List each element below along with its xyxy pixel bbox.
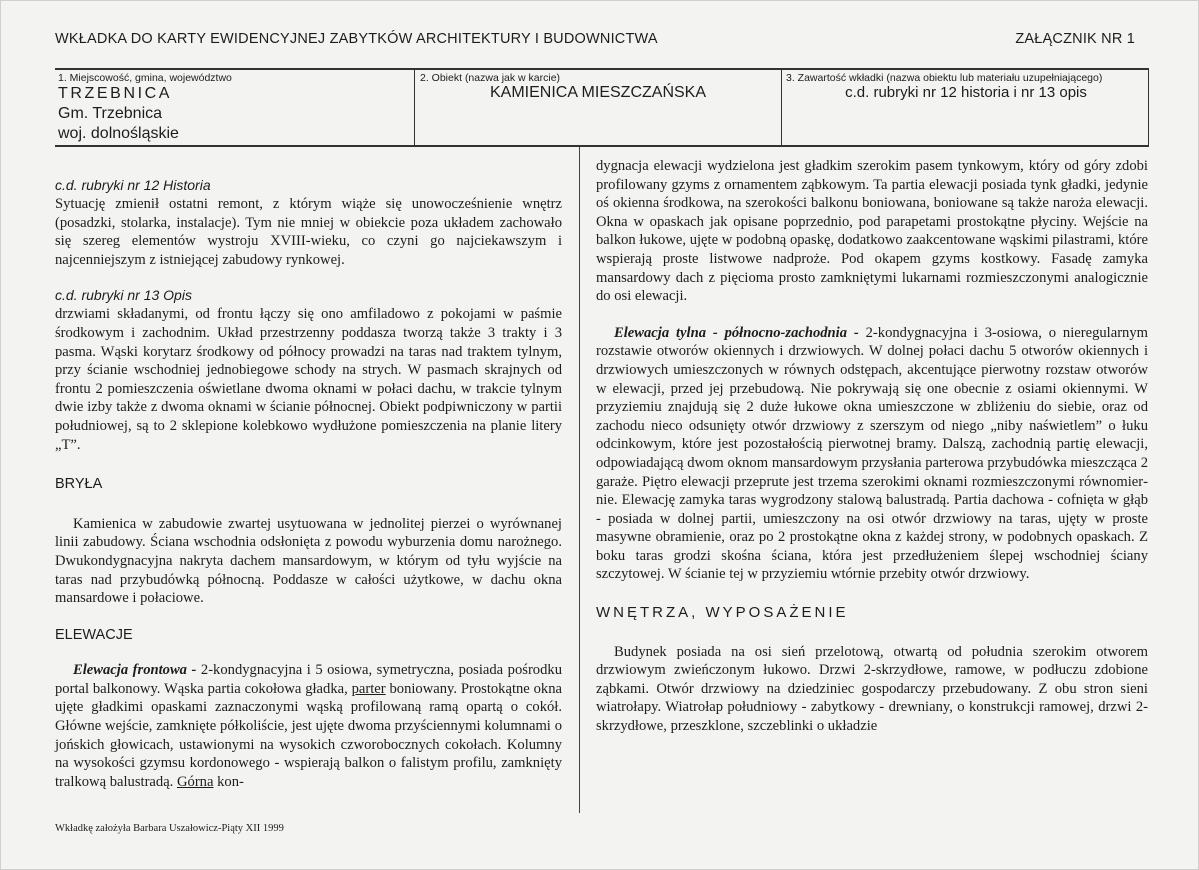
description-text: drzwiami składanymi, od frontu łączy się ono amfiladowo z pokojami w paśmie środkowym i zachodnim. Układ przestrzenny poddasza tworzą także 3 trakty i 3 pasma. Wąski korytarz środkowy od północy prowadzi na taras nad traktem tylnym, przy ścianie wschodniej jednobiegowe schody na strych. W pasmach skrajnych od frontu 2 pomieszczenia oświetlane dwoma oknami w połaci dachu, w trakcie tylnym dwie izby także z dwoma oknami w ścianie północnej. Obiekt podpiwniczony w partii południowej, są to 2 sklepione kolebkowo wydłużone pomieszczenia na planie litery „T”.	[55, 306, 562, 453]
form-title: WKŁADKA DO KARTY EWIDENCYJNEJ ZABYTKÓW ARCHITEKTURY I BUDOWNICTWA	[55, 31, 658, 47]
author-footer: Wkładkę założyła Barbara Uszałowicz-Piąty XII 1999	[55, 823, 284, 834]
object-label: 2. Obiekt (nazwa jak w karcie)	[420, 72, 561, 84]
front-elevation-part-c: kon-	[213, 773, 244, 790]
front-elevation-text	[55, 661, 562, 791]
contents-label: 3. Zawartość wkładki (nazwa obiektu lub materiału uzupełniającego)	[786, 72, 1103, 84]
interiors-heading: WNĘTRZA, WYPOSAŻENIE	[596, 604, 849, 622]
bryla-text: Kamienica w zabudowie zwartej usytuowana w jednolitej pierzei o wyrównanej linii zabudowy. Ściana wschodnia odsłonięta z powodu wyburzenia domu narożnego. Dwukondygnacyjna nakryta dachem mansardowym, w którym od tyłu wyjście na taras nad przybudówką północną. Poddasze w całości użytkowe, w dachu okna mansardowe i połaciowe.	[55, 515, 562, 607]
right-column	[596, 157, 1148, 736]
location-box	[55, 69, 413, 145]
annex-label: ZAŁĄCZNIK NR 1	[1015, 31, 1135, 47]
object-name: KAMIENICA MIESZCZAŃSKA	[489, 84, 707, 101]
history-text: Sytuację zmienił ostatni remont, z którym wiąże się unowocześnienie wnętrz (posadzki, stolarka, instalacje). Tym nie mniej w obiekcie poza układem zachowało się szereg elementów wystroju XVIII-wieku, co czyni go najciekawszym i najcenniejszym z istniejącej zabudowy rynkowej.	[55, 196, 562, 268]
rear-elevation-text	[596, 324, 1148, 584]
contents-box	[783, 69, 1149, 145]
object-box	[417, 69, 779, 145]
front-elevation-label: Elewacja frontowa -	[73, 662, 197, 679]
contents-value: c.d. rubryki nr 12 historia i nr 13 opis	[845, 84, 1087, 101]
voivodeship-name: woj. dolnośląskie	[58, 125, 179, 142]
town-name: TRZEBNICA	[58, 85, 173, 102]
commune-name: Gm. Trzebnica	[58, 105, 163, 122]
history-heading: c.d. rubryki nr 12 Historia	[55, 177, 211, 193]
front-elevation-part-a: 2-kondygnacyjna i 5 osiowa, symetryczna, posiada pośrodku portal balkonowy. Wąska partia cokołowa gładka,	[55, 662, 562, 697]
table-divider-1	[414, 69, 415, 146]
table-divider-2	[781, 69, 782, 146]
location-label: 1. Miejscowość, gmina, województwo	[58, 72, 232, 84]
description-heading: c.d. rubryki nr 13 Opis	[55, 287, 192, 304]
elewacje-heading: ELEWACJE	[55, 626, 133, 643]
front-elevation-continued: dygnacja elewacji wydzielona jest gładkim szerokim pasem tynkowym, który od góry zdobi profilowany gzyms z ornamentem ząbkowym. Ta partia elewacji posiada tynk gładki, jedynie oś okienna środkowa, na szerokości balkonu boniowana, boniowane są także naroża elewacji. Okna w opaskach jak opisane poprzednio, pod parapetami prostokątne płyciny. Wejście na balkon łukowe, ujęte w podobną opaskę, dodatkowo zaakcentowane wąskimi pilastrami, które wspierają proste listwowe nadproże. Pod okapem gzyms kostkowy. Fasadę zamyka mansardowy dach z pięcioma prosto zamkniętymi lukarnami rozmieszczonymi analogicznie do osi elewacji.	[596, 158, 1148, 305]
column-separator	[579, 147, 580, 813]
table-bottom-rule	[55, 145, 1149, 147]
bryla-heading: BRYŁA	[55, 476, 103, 493]
front-elevation-part-b: boniowany. Prostokątne okna ujęte gładkimi opaskami zaznaczonymi wąską profilowaną ramą opartą o cokół. Główne wejście, zamknięte półkoliście, jest ujęte dwoma przyściennymi kolumnami o jońskich głowicach, ustawionymi na wysokich czworobocznych cokołach. Kolumny na wysokości gzymsu kordonowego - wspierają balkon o falistym profilu, zamknięty tralkową balustradą.	[55, 680, 562, 790]
left-column	[55, 176, 562, 791]
rear-elevation-body: 2-kondygnacyjna i 3-osiowa, o nieregularnym rozstawie otworów okiennych i drzwiowych. W dolnej połaci dachu 5 otworów okiennych i drzwiowych umieszczonych w równych odstępach, akcentujące pierwotny rozstaw otworów w elewacji, przed jej przebudową. Nie pokrywają się one obecnie z osiami okiennymi. W przyziemiu znajdują się 2 duże łukowe okna umieszczone w zbliżeniu do siebie, oraz od zachodu nieco odsunięty otwór drzwiowy z szerszym od niego „niby naświetlem” o łuku odcinkowym, które jest pozostałością pierwotnej bramy. Dalszą, zachodnią partię elewacji, odpowiadającą dwom oknom mansardowym przysłania parterowa przybudówka mieszcząca 2 garaże. Piętro elewacji przeprute jest trzema szerokimi oknami rozmieszczonymi równomiernie. Elewację zamyka taras wygrodzony stalową balustradą. Partia dachowa - cofnięta w głąb - posiada w dolnej partii, umieszczony na osi otwór drzwiowy na taras, ujęty w proste masywne obramienie, oraz po 2 prostokątne okna z każdej strony, w podobnych opaskach. Z boku taras grodzi skośna ściana, która jest przedłużeniem ślepej wschodniej ściany szczytowej. W ścianie tej w przyziemiu wtórnie przebity otwór drzwiowy.	[596, 324, 1149, 583]
gorna-underlined: Górna	[176, 773, 214, 790]
rear-elevation-label: Elewacja tylna - północno-zachodnia -	[614, 324, 859, 341]
interiors-text: Budynek posiada na osi sień przelotową, otwartą od południa szerokim otworem drzwiowym zwieńczonym łukowo. Drzwi 2-skrzydłowe, ramowe, w podłuczu zdobione ząbkami. Otwór drzwiowy na dziedziniec gospodarczy przebudowany. Z obu stron sieni wiatrołapy. Wiatrołap południowy - zabytkowy - drewniany, o konstrukcji ramowej, drzwi 2-skrzydłowe, przeszklone, szczeblinki o układzie	[596, 643, 1148, 735]
parter-underlined: parter	[351, 680, 386, 697]
